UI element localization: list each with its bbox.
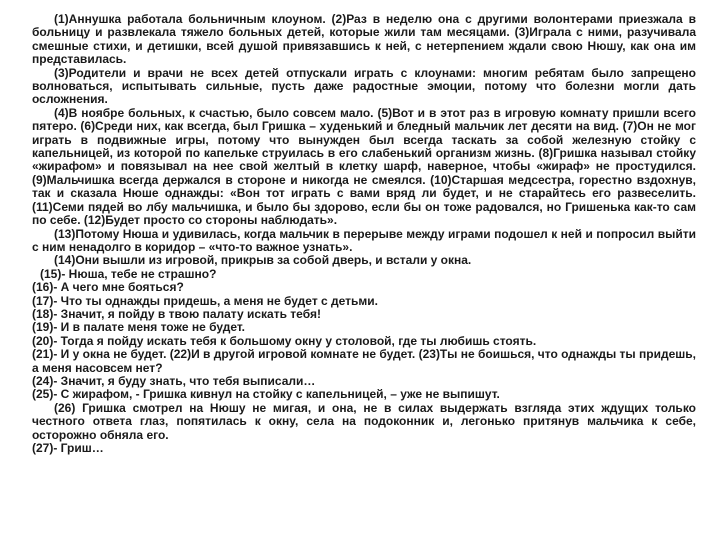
paragraph-1: (1)Аннушка работала больничным клоуном. (2)Раз в неделю она с другими волонтерами приезжала в больницу и развлекала тяжело больных детей, которые жили там месяцами. (3)Играла с ними, разучивала смешные стихи, и детишки, всей душой привязавшись к ней, с нетерпением ждали свою Нюшу, как она им представилась.	[32, 12, 696, 67]
dialog-line-25: (25)- С жирафом, - Гришка кивнул на стойку с капельницей, – уже не выпишут.	[32, 387, 500, 402]
dialog-line-15: (15)- Нюша, тебе не страшно?	[40, 266, 217, 281]
paragraph-5: (14)Они вышли из игровой, прикрыв за собой дверь, и встали у окна.	[54, 253, 472, 268]
dialog-line-17: (17)- Что ты однажды придешь, а меня не будет с детьми.	[32, 293, 379, 308]
dialog-line-27: (27)- Гриш…	[32, 441, 104, 455]
document-page	[32, 13, 696, 455]
paragraph-2: (3)Родители и врачи не всех детей отпускали играть с клоунами: многим ребятам было запрещено волноваться, испытывать сильные, пусть даже радостные эмоции, потому что болезни могли дать осложнения.	[32, 65, 696, 107]
dialog-line-16: (16)- А чего мне бояться?	[32, 280, 184, 295]
paragraph-4: (13)Потому Нюша и удивилась, когда мальчик в перерыве между играми подошел к ней и попросил выйти с ним ненадолго в коридор – «что-то важное узнать».	[32, 226, 696, 254]
paragraph-3: (4)В ноябре больных, к счастью, было совсем мало. (5)Вот и в этот раз в игровую комнату пришли всего пятеро. (6)Среди них, как всегда, был Гришка – худенький и бледный мальчик лет десяти на вид. (7)Он не мог играть в подвижные игры, потому что вынужден был всегда таскать за собой железную стойку с капельницей, из которой по капельке струилась в его слабенький организм жизнь. (8)Гришка называл стойку «жирафом» и повязывал на нее свой желтый в клетку шарф, наверное, чтобы «жираф» не простудился. (9)Мальчишка всегда держался в стороне и никогда не смеялся. (10)Старшая медсестра, горестно вздохнув, так и сказала Нюше однажды: «Вон тот играть с вами вряд ли будет, и не старайтесь его развеселить. (11)Семи пядей во лбу мальчишка, и было бы здорово, если бы он тоже радовался, но Гришенька как-то сам по себе. (12)Будет просто со стороны наблюдать».	[32, 105, 696, 228]
dialog-line-19: (19)- И в палате меня тоже не будет.	[32, 320, 245, 335]
dialog-line-24: (24)- Значит, я буду знать, что тебя выписали…	[32, 373, 316, 388]
dialog-line-20: (20)- Тогда я пойду искать тебя к большому окну у столовой, где ты любишь стоять.	[32, 333, 537, 348]
dialog-line-21: (21)- И у окна не будет. (22)И в другой игровой комнате не будет. (23)Ты не боишься, что однажды ты придешь, а меня насовсем нет?	[32, 347, 696, 375]
dialog-line-18: (18)- Значит, я пойду в твою палату искать тебя!	[32, 306, 321, 321]
paragraph-26: (26) Гришка смотрел на Нюшу не мигая, и она, не в силах выдержать взгляда этих ждущих только честного ответа глаз, попятилась к окну, села на подоконник и, легонько притянув мальчика к себе, осторожно обняла его.	[32, 400, 696, 442]
